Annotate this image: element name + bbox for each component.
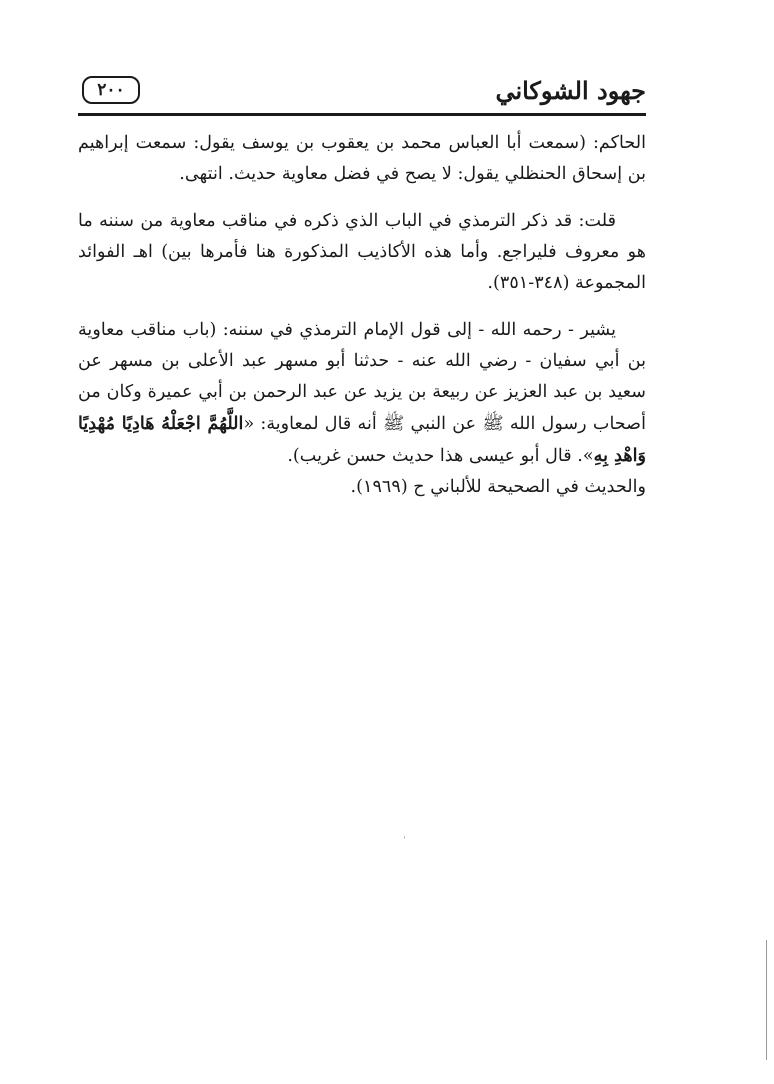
paragraph-hakim-quote: الحاكم: (سمعت أبا العباس محمد بن يعقوب بن يوسف يقول: سمعت إبراهيم بن إسحاق الحنظلي يقول: لا يصح في فضل معاوية حديث. انتهى.	[78, 133, 646, 184]
page-header	[78, 72, 646, 116]
hadith-bold-phrase: اللَّهُمَّ اجْعَلْهُ هَادِيًا مُهْدِيًا وَاهْدِ بِهِ	[78, 413, 646, 466]
header-rule	[78, 113, 646, 116]
paragraph-albani-reference: والحديث في الصحيحة للألباني ح (١٩٦٩).	[350, 477, 646, 497]
body-text	[78, 128, 646, 519]
tirmidhi-text-after: ». قال أبو عيسى هذا حديث حسن غريب).	[287, 446, 594, 466]
page-number: ٢٠٠	[82, 76, 140, 104]
tirmidhi-text-before: يشير - رحمه الله - إلى قول الإمام الترمذي في سننه: (باب مناقب معاوية بن أبي سفيان - رضي الله عنه - حدثنا أبو مسهر عبد الأعلى بن مسهر عن سعيد بن عبد العزيز عن ربيعة بن يزيد عن عبد الرحمن بن أبي عميرة وكان من أصحاب رسول الله ﷺ عن النبي ﷺ أنه قال لمعاوية: «	[78, 320, 646, 434]
scan-dot	[404, 836, 405, 839]
paragraph-tirmidhi-reference	[78, 315, 646, 472]
running-title: جهود الشوكاني	[495, 76, 646, 105]
paragraph-author-note: قلت: قد ذكر الترمذي في الباب الذي ذكره في مناقب معاوية من سننه ما هو معروف فليراجع. وأما هذه الأكاذيب المذكورة هنا فأمرها بين) اهـ الفوائد المجموعة (٣٤٨-٣٥١).	[78, 211, 646, 293]
page-edge-line	[766, 940, 767, 1060]
